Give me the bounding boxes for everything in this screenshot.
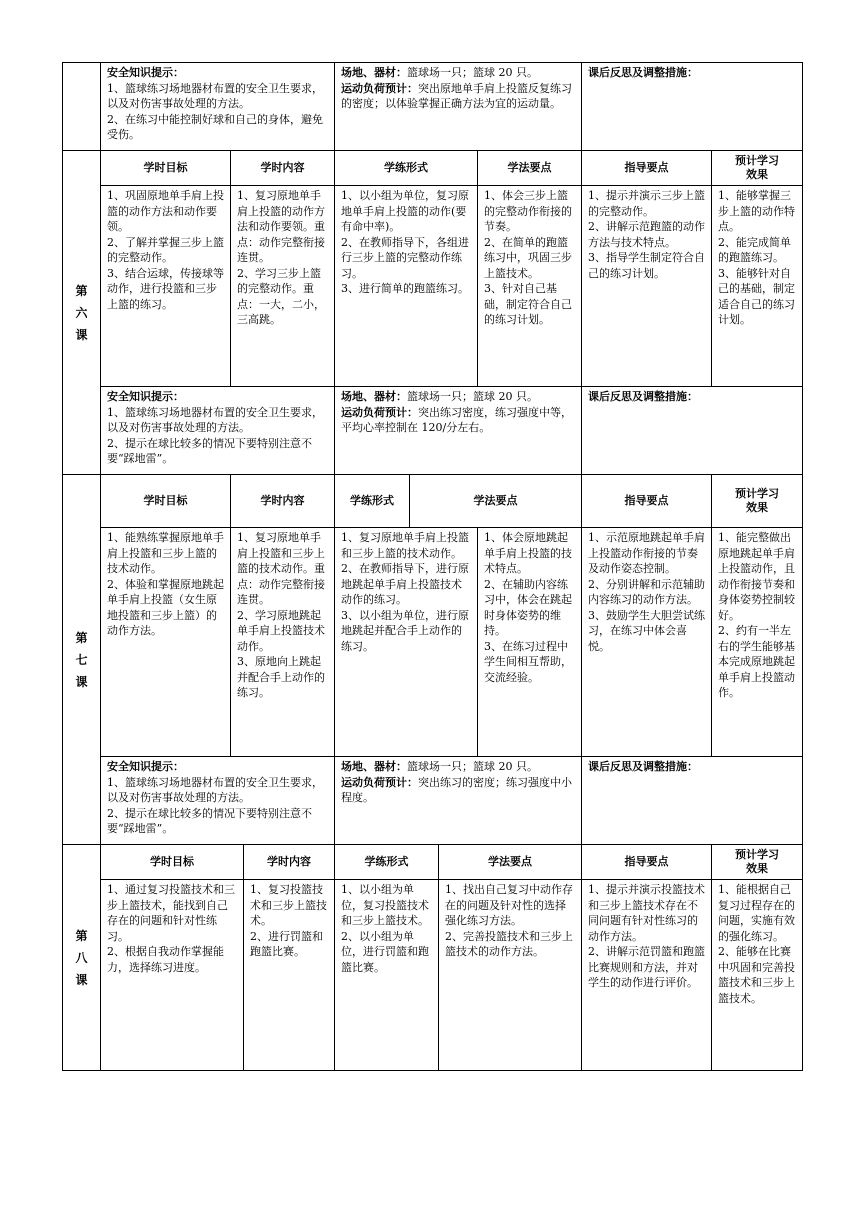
header-method: 学法要点 <box>478 151 582 185</box>
header-row <box>101 151 802 186</box>
header-content: 学时内容 <box>231 151 335 185</box>
lesson-title: 第七课 <box>63 475 101 844</box>
reflect-cell <box>582 757 802 844</box>
header-effect: 预计学习 效果 <box>735 154 779 181</box>
header-content: 学时内容 <box>231 475 335 527</box>
header-row <box>101 845 802 880</box>
effect-text: 1、能够掌握三步上篮的动作特点。 2、能完成简单的跑篮练习。 3、能够针对自己的基础，制定适合自己的练习计划。 <box>718 189 795 326</box>
safety-text: 1、篮球练习场地器材布置的安全卫生要求，以及对伤害事故处理的方法。 2、提示在球比较多的情况下要特别注意不要“踩地雷”。 <box>107 405 323 465</box>
safety-cell <box>101 387 335 474</box>
content-text: 1、复习原地单手肩上投篮的动作方法和动作要领。重点：动作完整衔接连贯。 2、学习三步上篮的完整动作。重点：一大，二小，三高跳。 <box>231 186 335 386</box>
venue-cell <box>335 757 582 844</box>
goal-text: 1、巩固原地单手肩上投篮的动作方法和动作要领。 2、了解并掌握三步上篮的完整动作。 3、结合运球，传接球等动作，进行投篮和三步上篮的练习。 <box>101 186 231 386</box>
content-row <box>101 528 802 757</box>
header-content: 学时内容 <box>244 845 335 879</box>
header-guide: 指导要点 <box>582 151 712 185</box>
content-text: 1、复习原地单手肩上投篮和三步上篮的技术动作。重点：动作完整衔接连贯。 2、学习原地跳起单手肩上投篮技术动作。 3、原地向上跳起并配合手上动作的练习。 <box>231 528 335 756</box>
safety-row <box>101 387 802 474</box>
safety-cell <box>101 757 335 844</box>
header-method: 学法要点 <box>410 475 582 527</box>
safety-cell <box>101 63 335 150</box>
content-row <box>101 186 802 387</box>
header-guide: 指导要点 <box>582 845 712 879</box>
load-label: 运动负荷预计： <box>341 405 418 419</box>
header-effect: 预计学习 效果 <box>735 848 779 875</box>
lesson-title: 第六课 <box>63 151 101 474</box>
method-text: 1、找出自己复习中动作存在的问题及针对性的选择强化练习方法。 2、完善投篮技术和三步上篮技术的动作方法。 <box>439 880 582 1070</box>
safety-label: 安全知识提示： <box>107 390 184 403</box>
header-form: 学练形式 <box>335 151 478 185</box>
venue-label: 场地、器材： <box>341 760 407 773</box>
effect-text: 1、能根据自己复习过程存在的问题，实施有效的强化练习。 2、能够在比赛中巩固和完善投篮技术和三步上篮技术。 <box>718 883 795 1005</box>
reflect-label: 课后反思及调整措施： <box>588 760 698 773</box>
reflect-cell <box>582 63 802 150</box>
section-lesson-7 <box>62 475 803 845</box>
goal-text: 1、通过复习投篮技术和三步上篮技术，能找到自己存在的问题和针对性练习。 2、根据自我动作掌握能力，选择练习进度。 <box>101 880 244 1070</box>
goal-text: 1、能熟练掌握原地单手肩上投篮和三步上篮的技术动作。 2、体验和掌握原地跳起单手肩上投篮（女生原地投篮和三步上篮）的动作方法。 <box>101 528 231 756</box>
reflect-cell <box>582 387 802 474</box>
safety-text: 1、篮球练习场地器材布置的安全卫生要求，以及对伤害事故处理的方法。 2、提示在球比较多的情况下要特别注意不要“踩地雷”。 <box>107 775 323 835</box>
header-goal: 学时目标 <box>101 151 231 185</box>
effect-text: 1、能完整做出原地跳起单手肩上投篮动作，且动作衔接节奏和身体姿势控制较好。 2、约有一半左右的学生能够基本完成原地跳起单手肩上投篮动作。 <box>718 531 795 699</box>
venue-text: 篮球场一只；篮球 20 只。 <box>407 66 538 79</box>
guide-text: 1、示范原地跳起单手肩上投篮动作衔接的节奏及动作姿态控制。 2、分别讲解和示范辅助内容练习的动作方法。 3、鼓励学生大胆尝试练习，在练习中体会喜悦。 <box>582 528 712 756</box>
form-text: 1、以小组为单位，复习投篮技术和三步上篮技术。 2、以小组为单位，进行罚篮和跑篮比赛。 <box>335 880 439 1070</box>
load-label: 运动负荷预计： <box>341 775 418 789</box>
header-guide: 指导要点 <box>582 475 712 527</box>
method-text: 1、体会三步上篮的完整动作衔接的节奏。 2、在简单的跑篮练习中，巩固三步上篮技术。 3、针对自己基础，制定符合自己的练习计划。 <box>478 186 582 386</box>
venue-label: 场地、器材： <box>341 390 407 403</box>
header-form: 学练形式 <box>335 475 410 527</box>
load-text: 突出练习的密度；练习强度中小程度。 <box>341 775 572 804</box>
load-text: 突出原地单手肩上投篮反复练习的密度；以体验掌握正确方法为宜的运动量。 <box>341 81 572 110</box>
guide-text: 1、提示并演示投篮技术和三步上篮技术存在不同问题有针对性练习的动作方法。 2、讲解示范罚篮和跑篮比赛规则和方法，并对学生的动作进行评价。 <box>582 880 712 1070</box>
venue-text: 篮球场一只；篮球 20 只。 <box>407 760 538 773</box>
safety-text: 1、篮球练习场地器材布置的安全卫生要求，以及对伤害事故处理的方法。 2、在练习中能控制好球和自己的身体，避免受伤。 <box>107 81 323 141</box>
reflect-label: 课后反思及调整措施： <box>588 66 698 79</box>
safety-row <box>101 757 802 844</box>
lesson-title: 第八课 <box>63 845 101 1070</box>
lesson-label-empty <box>63 63 101 150</box>
form-text: 1、以小组为单位，复习原地单手肩上投篮的动作(要有命中率)。 2、在教师指导下，各组进行三步上篮的完整动作练习。 3、进行简单的跑篮练习。 <box>335 186 478 386</box>
guide-text: 1、提示并演示三步上篮的完整动作。 2、讲解示范跑篮的动作方法与技术特点。 3、指导学生制定符合自己的练习计划。 <box>582 186 712 386</box>
method-text: 1、体会原地跳起单手肩上投篮的技术特点。 2、在辅助内容练习中，体会在跳起时身体姿势的维持。 3、在练习过程中学生间相互帮助， 交流经验。 <box>478 528 582 756</box>
header-goal: 学时目标 <box>101 475 231 527</box>
safety-label: 安全知识提示： <box>107 760 184 773</box>
venue-label: 场地、器材： <box>341 66 407 79</box>
reflect-label: 课后反思及调整措施： <box>588 390 698 403</box>
header-method: 学法要点 <box>439 845 582 879</box>
load-text: 突出练习密度，练习强度中等，平均心率控制在 120/分左右。 <box>341 405 572 434</box>
section-lesson-6 <box>62 151 803 475</box>
safety-label: 安全知识提示： <box>107 66 184 79</box>
content-text: 1、复习投篮技术和三步上篮技术。 2、进行罚篮和跑篮比赛。 <box>244 880 335 1070</box>
header-effect: 预计学习 效果 <box>735 487 779 514</box>
section-top <box>62 62 803 151</box>
header-row <box>101 475 802 528</box>
header-form: 学练形式 <box>335 845 439 879</box>
section-lesson-8 <box>62 845 803 1071</box>
header-goal: 学时目标 <box>101 845 244 879</box>
load-label: 运动负荷预计： <box>341 81 418 95</box>
form-text: 1、复习原地单手肩上投篮和三步上篮的技术动作。 2、在教师指导下，进行原地跳起单手肩上投篮技术动作的练习。 3、以小组为单位，进行原地跳起并配合手上动作的练习。 <box>335 528 478 756</box>
venue-cell <box>335 387 582 474</box>
venue-text: 篮球场一只；篮球 20 只。 <box>407 390 538 403</box>
lesson-plan-table <box>62 62 803 1071</box>
content-row <box>101 880 802 1070</box>
venue-cell <box>335 63 582 150</box>
